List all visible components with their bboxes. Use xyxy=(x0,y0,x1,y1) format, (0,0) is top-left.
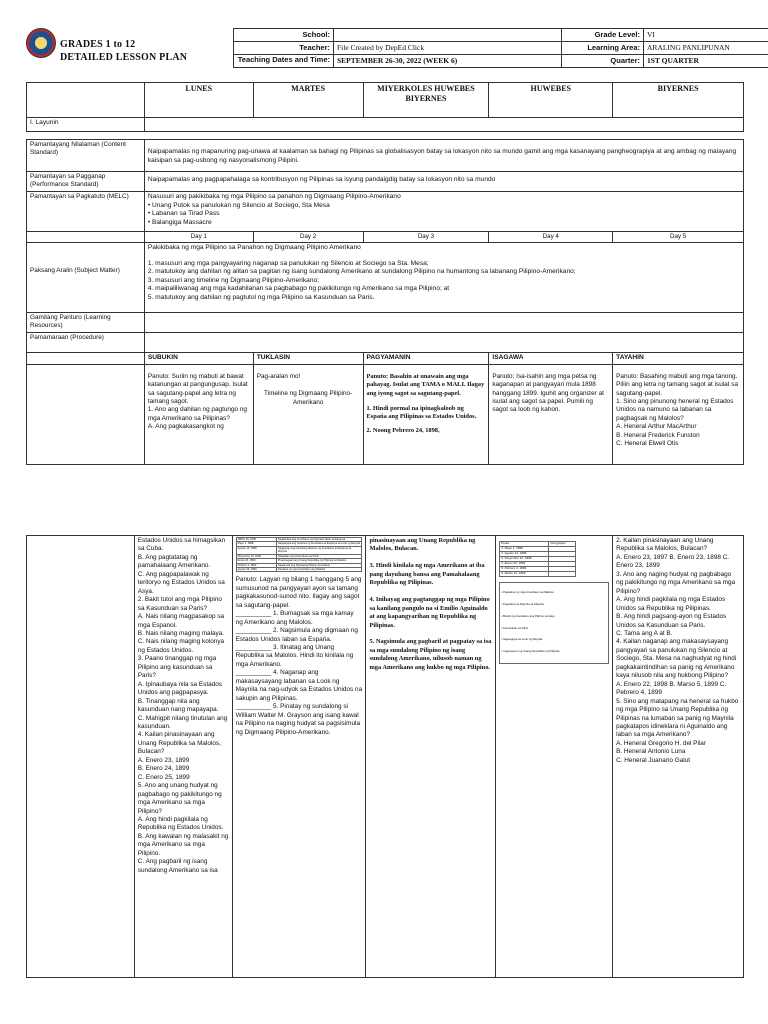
timeline-date: Enero 23, 1899 xyxy=(236,559,276,563)
lesson-plan-page-1 xyxy=(0,0,768,478)
subukin-p2 xyxy=(134,536,232,978)
lesson-grid-continued xyxy=(26,535,744,978)
subject-line: Pakikibaka ng mga Pilipino sa Panahon ng Digmaang Pilipino Amerikano xyxy=(147,244,361,252)
choice-item: • Inagurasyon ng Unang Republika ng Pilipinas xyxy=(501,649,560,654)
dates-label: Teaching Dates and Time: xyxy=(234,55,334,68)
melc-line: • Unang Putok sa panulukan ng Silencio at Sociego, Sta Mesa xyxy=(147,201,330,209)
subject-line: 5. matutukoy ang dahilan ng pagtutol ng mga Pilipino sa Kasunduan sa Paris. xyxy=(147,293,375,301)
tayahin-cont-text: 2. Kailan pinasinayaan ang Unang Republika sa Malolos, Bulacan? A. Enero 23, 1897 B. Enero 23, 1898 C. Enero 23, 1899 3. Ano ang naging hudyat ng pagbabago ng pakikitungo ng mga Amerikano sa mga Pilipino? A. Ang hindi pagkilala ng mga Estados Unidos sa Republika ng Pilipinas. B. Ang hindi pagsang-ayon ng Estados Unidos sa Kasunduan sa Paris. C. Tama ang A at B. 4. Kailan naganap ang makasaysayang pangyayari sa panulukan ng Silencio at Sociego, Sta. Mesa na naghudyat ng hindi pagkakaintindihan sa panig ng Amerikano kaya nilusob nila ang hukbong Pilipino? A. Enero 22, 1898 B. Marso 5, 1899 C. Pebrero 4, 1899 5. Sino ang matapang na heneral sa hukbo ng mga Pilipino sa Unang Republika ng Pilipinas na lumaban sa panig ng Maynila pagkatapos idineklara ni Aguinaldo ang laban sa mga Amerikano? A. Heneral Gregorio H. del Pilar B. Heneral Antonio Luna C. Heneral Juanario Galut xyxy=(616,537,739,764)
subject-matter-value xyxy=(144,243,743,313)
isagawa-blank xyxy=(549,571,576,576)
pagyamanin-p2 xyxy=(366,536,496,978)
content-standard-label: Pamantayang Nilalaman (Content Standard) xyxy=(27,140,145,172)
title-dlp: DETAILED LESSON PLAN xyxy=(60,52,188,63)
layunin-value xyxy=(144,118,743,132)
melc-line: Nasusuri ang pakikibaka ng mga Pilipino sa panahon ng Digmaang Pilipino-Amerikano xyxy=(147,193,401,200)
p2-label-blank xyxy=(27,536,135,978)
proc-header-tuklasin: TUKLASIN xyxy=(253,353,363,365)
proc-header-subukin: SUBUKIN xyxy=(144,353,253,365)
subject-line: 3. masusuri ang timeline ng Digmaang Pilipino-Amerikano; xyxy=(147,276,319,284)
isagawa-row: 3. Disyembre 10, 1898 xyxy=(500,556,549,561)
resources-value xyxy=(144,313,743,333)
performance-standard-label: Pamantayan sa Pagganap (Performance Standard) xyxy=(27,172,145,192)
isagawa-p2 xyxy=(496,536,613,978)
melc-value xyxy=(144,192,743,232)
timeline-date: ABRIL 25, 1898 xyxy=(236,538,276,542)
performance-standard-value: Naipapamalas ang pagpapahalaga sa kontribusyon ng Pilipinas sa isyung pandaigdig batay sa lokasyon nito sa mundo xyxy=(144,172,743,192)
content-standard-value: Naipapamalas ng mapanuring pag-unawa at kaalaman sa bahagi ng Pilipinas sa globalisasyon batay sa lokasyon nito sa mundo gamit ang mga kasanayang pangheograpiya at ang ambag ng malayang kaisipan sa pag-usbong ng nasyonalismong Pilipini. xyxy=(144,140,743,172)
isagawa-head-date: Petsa xyxy=(500,542,549,547)
pagyamanin-item-2: 2. Noong Pebrero 24, 1898, xyxy=(366,426,440,434)
timeline-event: Nagdeklara ang Amerikano ng Digmaan laban sa Espanya xyxy=(276,538,362,542)
day-4-label: Day 4 xyxy=(489,232,613,243)
area-label: Learning Area: xyxy=(562,42,644,55)
subject-line xyxy=(148,253,740,260)
tuklasin-intro: Pag-aralan mo! xyxy=(256,372,301,380)
tayahin-p2 xyxy=(613,536,744,978)
grade-value: VI xyxy=(644,29,768,42)
day-5-label: Day 5 xyxy=(613,232,744,243)
lesson-grid xyxy=(26,82,744,465)
proc-body-blank xyxy=(27,364,145,464)
resources-label: Gamitang Panturo (Learning Resources) xyxy=(27,313,145,333)
pagyamanin-intro: Panuto: Basahin at unawain ang mga pahayag. Isulat ang TAMA o MALI. Ilagay ang iyong sagot sa sagutang-papel. xyxy=(366,372,486,397)
layunin-label: I. Layunin xyxy=(27,118,145,132)
subject-line: 1. masusuri ang mga pangyayaring naganap sa panulukan ng Silencio at Sociego sa Sta. Mesa; xyxy=(147,259,429,267)
timeline-date: Mayo 1, 1898 xyxy=(236,542,276,546)
school-label: School: xyxy=(234,29,334,42)
pagyamanin-item-1: 1. Hindi pormal na ipinagkaloob ng Espańa ang Pilipinas sa Estados Unidos. xyxy=(366,404,477,421)
timeline-event: Nagganap ang kunwaring labanan ng Amerikano at Espanya sa Maynila xyxy=(276,546,362,554)
proc-header-isagawa: ISAGAWA xyxy=(489,353,613,365)
isagawa-row: 1. Mayo 1, 1898 xyxy=(500,546,549,551)
proc-header-blank xyxy=(27,353,145,365)
timeline-date: Agosto 13, 1898 xyxy=(236,546,276,554)
subject-matter-label: Paksang Aralin (Subject Matter) xyxy=(27,243,145,313)
procedure-value xyxy=(144,333,743,353)
choice-item: • Pagsakop sa Maynila sa Maynila xyxy=(501,602,544,607)
tayahin-p1 xyxy=(613,364,744,464)
pagyamanin-p1 xyxy=(363,364,489,464)
subject-line: 4. maipaliliwanag ang mga kadahilanan sa pagbabago ng pakikitungo ng Amerikano sa mga Pilipino; at xyxy=(147,285,450,293)
isagawa-row: 2. Agosto 13, 1898 xyxy=(500,551,549,556)
day-1-label: Day 1 xyxy=(144,232,253,243)
melc-line: • Labanan sa Tirad Pass xyxy=(147,210,220,218)
quarter-value: 1ST QUARTER xyxy=(644,55,768,68)
timeline-event: Nagsagupa ang puwersa ng Amerikano at Espanya sa Look ng Maynila xyxy=(277,542,361,546)
spacer-row xyxy=(27,132,744,140)
grade-label: Grade Level: xyxy=(562,29,644,42)
tayahin-text: Panuto: Basahing mabuti ang mga tanong. Piliin ang letra ng tamang sagot at isulat sa sagutang-papel. 1. Sino ang pinunong heneral ng Estados Unidos na namuno sa labanan sa pagbagsak ng Malolos? A. Heneral Arthur MacArthur B. Heneral Frederick Funston C. Heneral Elwell Otis xyxy=(616,372,739,448)
timeline-title: Timeline ng Digmaang Pilipino-Amerikano xyxy=(263,390,353,406)
day-2-label: Day 2 xyxy=(253,232,363,243)
day-label-blank xyxy=(27,232,145,243)
isagawa-head-event: Pangyayari xyxy=(549,542,576,547)
isagawa-answer-table xyxy=(499,541,576,577)
area-value: ARALING PANLIPUNAN xyxy=(644,42,768,55)
isagawa-row: 4. Enero 23, 1899 xyxy=(500,561,549,566)
teacher-value: File Created by DepEd Click xyxy=(334,42,562,55)
timeline-event: Nasakop ng mga Amerikano ang Malolos xyxy=(276,567,362,571)
teacher-label: Teacher: xyxy=(234,42,334,55)
lesson-plan-page-2 xyxy=(0,527,768,1024)
quarter-label: Quarter: xyxy=(562,55,644,68)
proc-header-pagyamanin: PAGYAMANIN xyxy=(363,353,489,365)
timeline-event: Pinasinayaan ang Unang Republika ng Pilipinas sa Malolos xyxy=(276,559,362,563)
dates-value: SEPTEMBER 26-30, 2022 (WEEK 6) xyxy=(334,55,562,68)
pagyamanin-cont-text: pinasinayaan ang Unang Republika ng Malolos, Bulacan. 3. Hindi kinilala ng mga Amerikano at iba pang dayuhang bansa ang Pamahalaang Republika ng Pilipinas. 4. Inihayag ang pagtanggap ng mga Pilipino sa kanilang pangulo na si Emilio Aguinaldo at ang kapangyarihan ng Republika ng Pilipinas. 5. Nagsimula ang pagbaril at pagpatay sa isa sa mga sundalong Pilipino ng isang sundalong Amerikano, nilusob naman ng mga Amerikano ang hukbo ng mga Pilipino. xyxy=(369,537,492,671)
subukin-text: Panuto: Suriin ng mabuti at bawat katanungan at pangungusap. Isulat sa sagutang-papel ang letra ng tamang sagot. 1. Ano ang dahilan ng pagtungo ng mga Amerikano sa Pilipinas? A. Ang pagkakasangkot ng xyxy=(147,372,248,431)
timeline-date: Agosto 29, 1899 xyxy=(236,567,276,571)
melc-line: • Balangiga Massacre xyxy=(147,218,212,226)
tuklasin-p2 xyxy=(232,536,366,978)
procedure-label: Pamamaraan (Procedure) xyxy=(27,333,145,353)
corner-cell xyxy=(27,83,145,118)
header-info-table xyxy=(233,28,768,68)
timeline-event: Nilagdaan ang Kasunduan sa Paris xyxy=(276,554,362,558)
title-grades: GRADES 1 to 12 xyxy=(60,39,136,50)
day-header-huwebes: HUWEBES xyxy=(489,83,613,118)
timeline-date: Pebrero 4, 1899 xyxy=(236,563,276,567)
subukin-p1 xyxy=(144,364,253,464)
melc-label: Pamantayan sa Pagkatuto (MELC) xyxy=(27,192,145,232)
timeline-date: Disyembre 10, 1898 xyxy=(236,554,276,558)
dlp-header xyxy=(26,28,744,76)
isagawa-row: 5. Pebrero 4, 1899 xyxy=(500,566,549,571)
day-header-miyerkoles: MIYERKOLES HUWEBES BIYERNES xyxy=(363,83,489,118)
isagawa-row: 6. Marso 31, 1899 xyxy=(500,571,549,576)
page-gap xyxy=(0,478,768,527)
deped-seal-icon xyxy=(26,28,56,58)
day-header-lunes: LUNES xyxy=(144,83,253,118)
day-header-martes: MARTES xyxy=(253,83,363,118)
choice-item: • Pagsakop ng mga Amerikano sa Malolos xyxy=(501,590,554,595)
tuklasin-p1 xyxy=(253,364,363,464)
timeline-table xyxy=(236,537,363,572)
isagawa-p1 xyxy=(489,364,613,464)
isagawa-choice-box xyxy=(499,582,609,664)
choice-item: • Kasunduan sa Paris xyxy=(501,625,529,630)
choice-item: • Binaril ng Amerikano ang Pilipino sa kalye xyxy=(501,613,555,618)
school-value xyxy=(334,29,562,42)
tuklasin-cont-text: Panuto: Lagyan ng bilang 1 hanggang 5 ang sumusunod na pangyayari ayon sa tamang pagkakasunod-sunod nito. Ilagay ang sagot sa sagutang-papel. __________ 1. Bumagsak sa mga kamay ng Amerikano ang Malolos. __________ 2. Nagsimula ang digmaan ng Estados Unidos laban sa Espańa. __________ 3. Itinatag ang Unang Republika sa Malolos. Hindi ito kinilala ng mga Amerikano. __________ 4. Naganap ang makasaysayang labanan sa Look ng Maynila na nag-udyok sa Estados Unidos na sakupin ang Pilipinas. __________ 5. Pinatay ng sundalong si William Walter M. Grayson ang isang kawal na Pilipino na naging hudyat sa pagsisimula ng Digmaang Pilipino-Amerikano. xyxy=(235,576,363,736)
day-header-biyernes: BIYERNES xyxy=(613,83,744,118)
isagawa-text: Panuto: Isa-isahin ang mga petsa ng kaganapan at pangyayari mula 1898 hanggang 1899. Iguhit ang organizer at isulat ang sagot sa papel. Pumili ng sagot sa loob ng kahon. xyxy=(492,372,606,414)
choice-item: • Nagsagupa sa Look ng Maynila xyxy=(501,637,543,642)
subject-line: 2. matutukoy ang dahilan ng alitan sa pagitan ng isang sundalong Amerikano at sundalong Pilipino na humantong sa labanang Pilipino-Amerikano; xyxy=(147,268,576,276)
proc-header-tayahin: TAYAHIN xyxy=(613,353,744,365)
day-3-label: Day 3 xyxy=(363,232,489,243)
subukin-cont-text: Estados Unidos sa himagsikan sa Cuba. B. Ang pagtatatag ng pamahalaang Amerikano. C. Ang pagpapalawak ng teritoryo ng Estados Unidos sa Asya. 2. Bakit tutol ang mga Pilipino sa Kasunduan sa Paris? A. Nais nilang magpasakop sa mga Espanol. B. Nais nilang maging malaya. C. Nais nilang maging kolonya ng Estados Unidos. 3. Paano tinanggap ng mga Pilipino ang kasunduan sa Paris? A. Ipinaubaya nila sa Estados Unidos ang pagpapasya. B. Tinanggap nila ang kasunduan nang mapayapa. C. Mahigpit nilang tinutulan ang kasunduan. 4. Kailan pinasinayaan ang Unang Republika sa Malolos, Bulacan? A. Enero 23, 1899 B. Enero 24, 1899 C. Enero 25, 1899 5. Ano ang unang hudyat ng pagbabago ng pakikitungo ng mga Amerikano sa mga Pilipino? A. Ang hindi pagkilala ng Republika ng Estados Unidos. B. Ang kawalan ng malasakit ng mga Amerikano sa mga Pilipino. C. Ang pagbaril ng isang sundalong Amerikano sa isa xyxy=(137,537,229,874)
timeline-event: Nagsimula ang Digmaang Pilipino-Amerikano xyxy=(276,563,362,567)
